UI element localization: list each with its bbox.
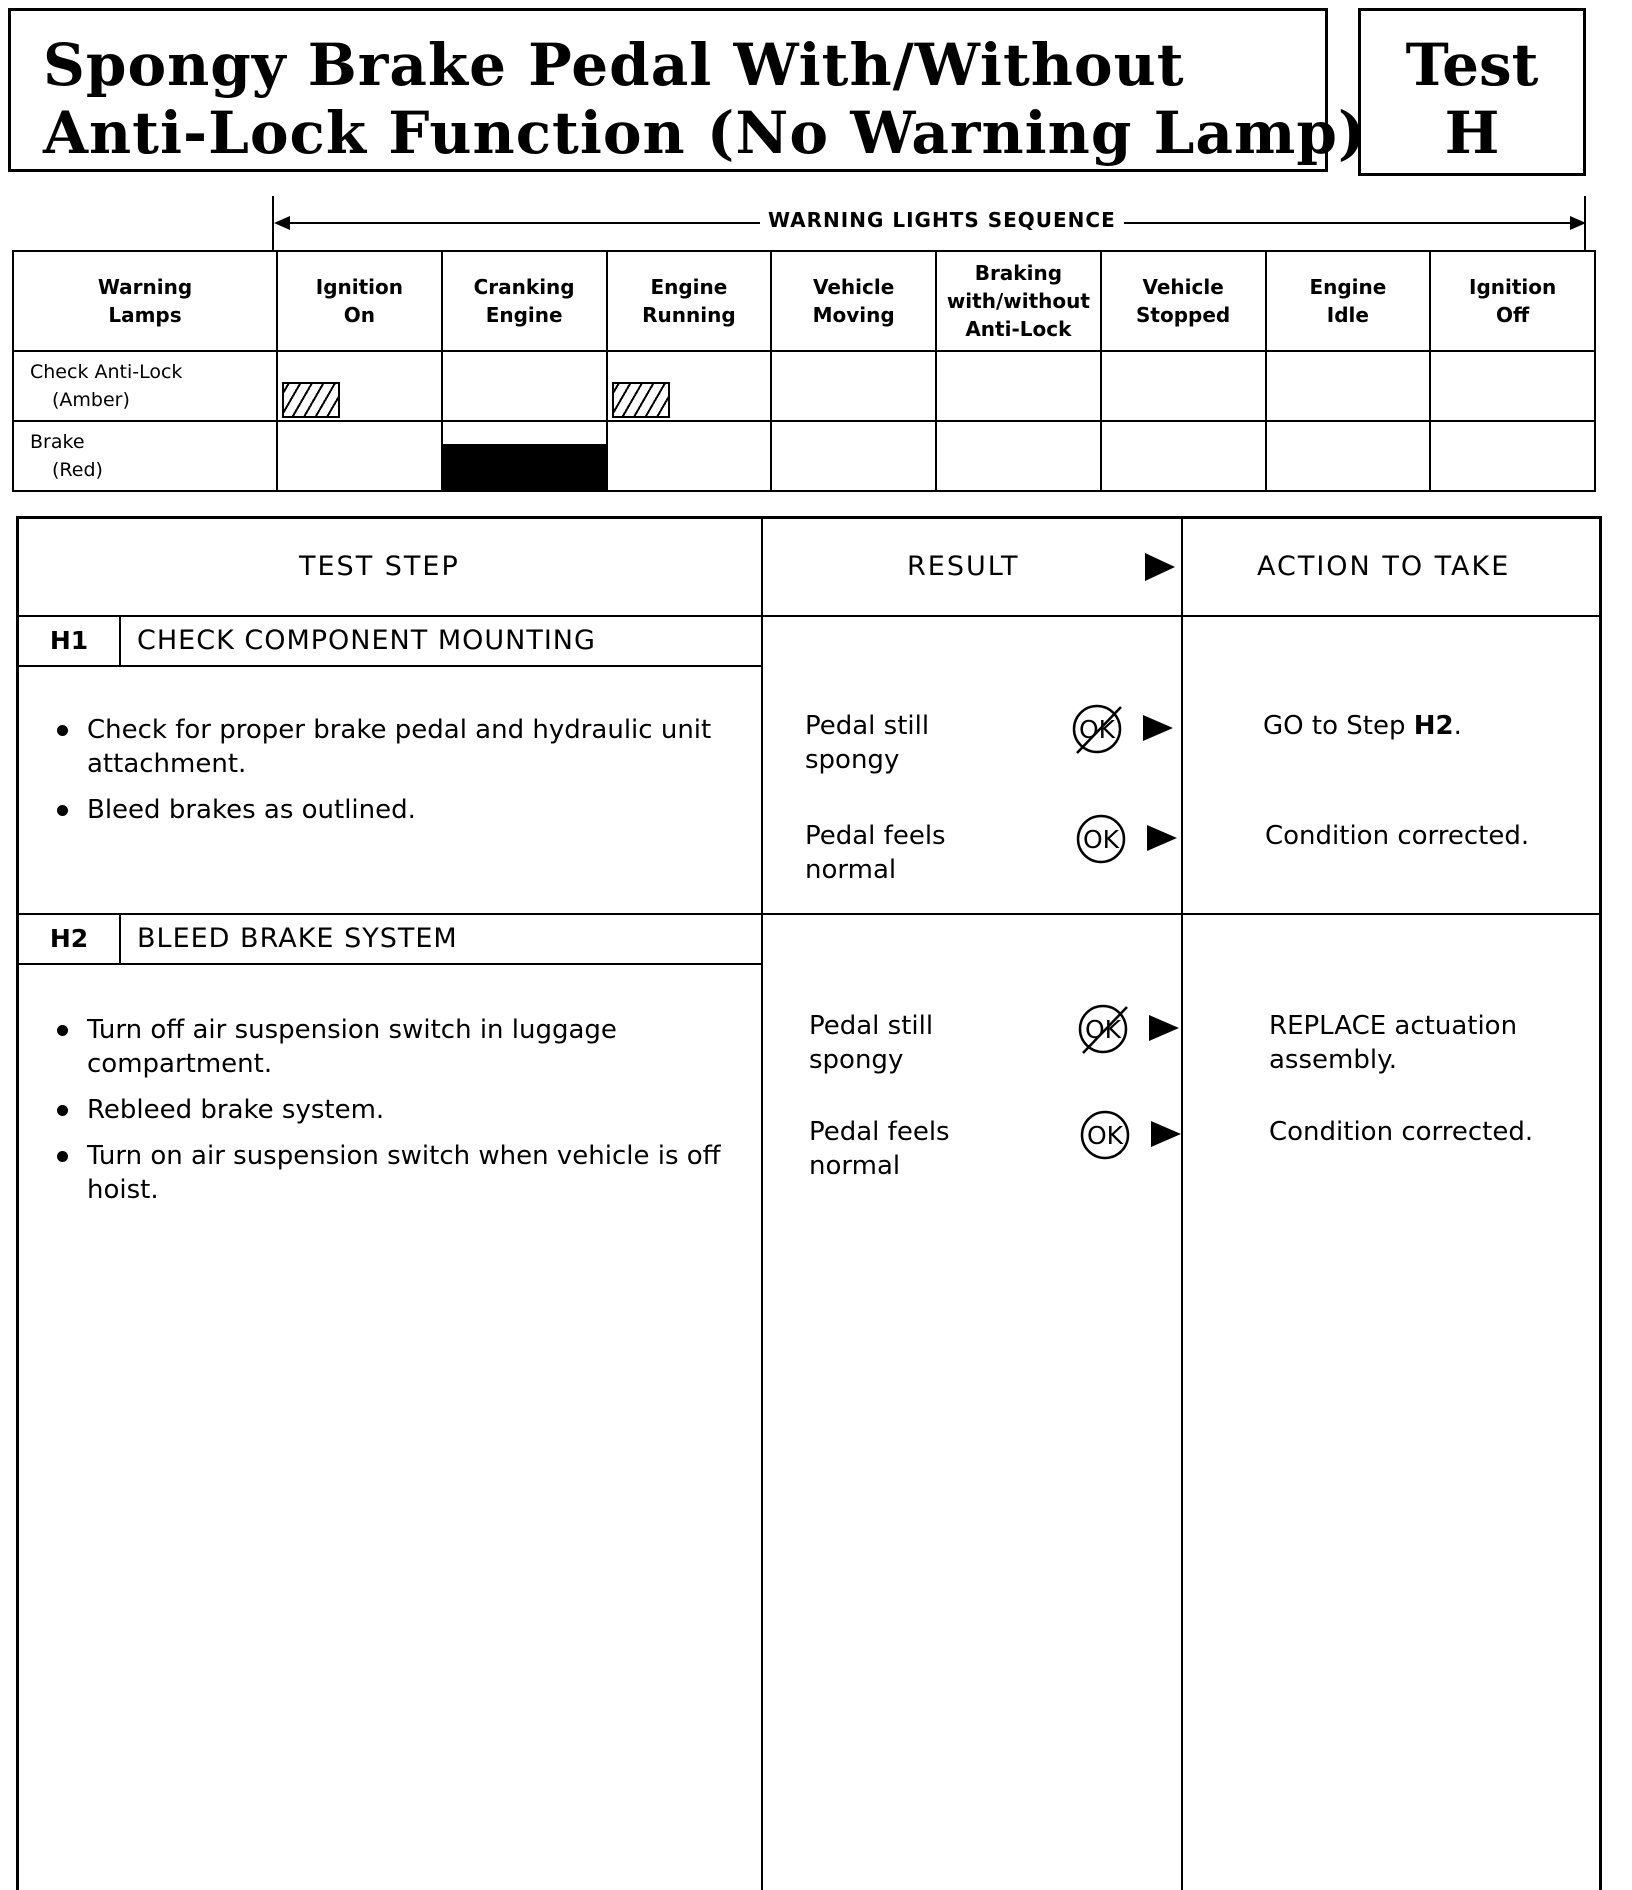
arrow-left-icon [274,216,290,230]
lamp-on-indicator [443,444,606,490]
svg-text:OK: OK [1078,715,1116,744]
row-divider [761,913,1599,915]
result-text: Pedal still spongy [805,711,930,775]
list-item: Turn on air suspension switch when vehicle is off hoist. [53,1139,733,1207]
amber-cranking [442,351,607,421]
action-text: Condition corrected. [1269,1117,1534,1147]
step-header-h2 [19,913,761,965]
red-ignition-off [1430,421,1595,491]
result-text: Pedal feels normal [805,821,946,885]
red-braking [936,421,1101,491]
col-header-ignition-on: Ignition On [277,251,442,351]
sequence-label: WARNING LIGHTS SEQUENCE [760,208,1124,232]
header-result: RESULT [907,551,1020,582]
lamps-header [13,251,277,351]
flashing-lamp-indicator [282,382,340,418]
step-h2-instructions [53,1013,733,1219]
list-item: Bleed brakes as outlined. [53,793,733,827]
col-header-braking: Braking with/without Anti-Lock [936,251,1101,351]
step-title: BLEED BRAKE SYSTEM [137,923,458,954]
col-header-vehicle-stopped: Vehicle Stopped [1101,251,1266,351]
amber-vehicle-stopped [1101,351,1266,421]
column-divider [761,519,763,1890]
amber-braking [936,351,1101,421]
flag-arrow-icon [1143,715,1173,741]
title-line-1: Spongy Brake Pedal With/Without [43,31,1185,99]
test-id-box [1358,8,1586,176]
test-label: Test [1405,31,1539,99]
lamp-row-amber [13,351,1595,421]
result-text: Pedal still spongy [809,1011,934,1075]
warning-lamp-table [12,250,1596,492]
col-header-vehicle-moving: Vehicle Moving [771,251,936,351]
red-vehicle-stopped [1101,421,1266,491]
amber-ignition-off [1430,351,1595,421]
test-step-table [16,516,1602,1890]
step-id: H2 [19,915,121,963]
ok-icon [1079,1109,1131,1161]
flashing-lamp-indicator [612,382,670,418]
col-header-cranking-engine: Cranking Engine [442,251,607,351]
action-text: REPLACE actuation assembly. [1269,1011,1518,1075]
flag-arrow-icon [1147,825,1177,851]
step-h1-instructions [53,713,733,839]
warning-lights-sequence [0,190,1632,500]
lamp-row-red [13,421,1595,491]
header-test-step: TEST STEP [299,551,460,582]
test-letter: H [1444,99,1500,167]
col-header-engine-idle: Engine Idle [1266,251,1431,351]
lamps-header-line2: Lamps [108,303,182,327]
red-engine-idle [1266,421,1431,491]
amber-engine-idle [1266,351,1431,421]
arrow-right-icon [1570,216,1586,230]
col-header-ignition-off: Ignition Off [1430,251,1595,351]
title-box [8,8,1367,172]
amber-engine-running [607,351,772,421]
flag-arrow-icon [1151,1121,1181,1147]
step-id: H1 [19,617,121,665]
red-cranking [442,421,607,491]
red-vehicle-moving [771,421,936,491]
list-item: Check for proper brake pedal and hydraulic unit attachment. [53,713,733,781]
svg-text:OK: OK [1082,825,1120,854]
list-item: Rebleed brake system. [53,1093,733,1127]
action-text: Condition corrected. [1265,821,1530,851]
column-divider [1181,519,1183,1890]
header-action: ACTION TO TAKE [1257,551,1511,582]
col-header-engine-running: Engine Running [607,251,772,351]
lamp-table-header [13,251,1595,351]
step-title: CHECK COMPONENT MOUNTING [137,625,596,656]
amber-ignition-on [277,351,442,421]
list-item: Turn off air suspension switch in luggage compartment. [53,1013,733,1081]
lamp-name-amber: Check Anti-Lock (Amber) [13,351,277,421]
svg-text:OK: OK [1086,1121,1124,1150]
red-engine-running [607,421,772,491]
title-line-2: Anti-Lock Function (No Warning Lamp) [43,99,1367,167]
svg-text:OK: OK [1084,1015,1122,1044]
flag-arrow-icon [1149,1015,1179,1041]
lamps-header-line1: Warning [97,275,193,299]
not-ok-icon [1071,703,1123,755]
ok-icon [1075,813,1127,865]
result-text: Pedal feels normal [809,1117,950,1181]
not-ok-icon [1077,1003,1129,1055]
red-ignition-on [277,421,442,491]
flag-arrow-icon [1145,553,1175,581]
action-text: GO to Step H2. [1263,711,1462,741]
lamp-name-red: Brake (Red) [13,421,277,491]
step-header-h1 [19,615,761,667]
amber-vehicle-moving [771,351,936,421]
